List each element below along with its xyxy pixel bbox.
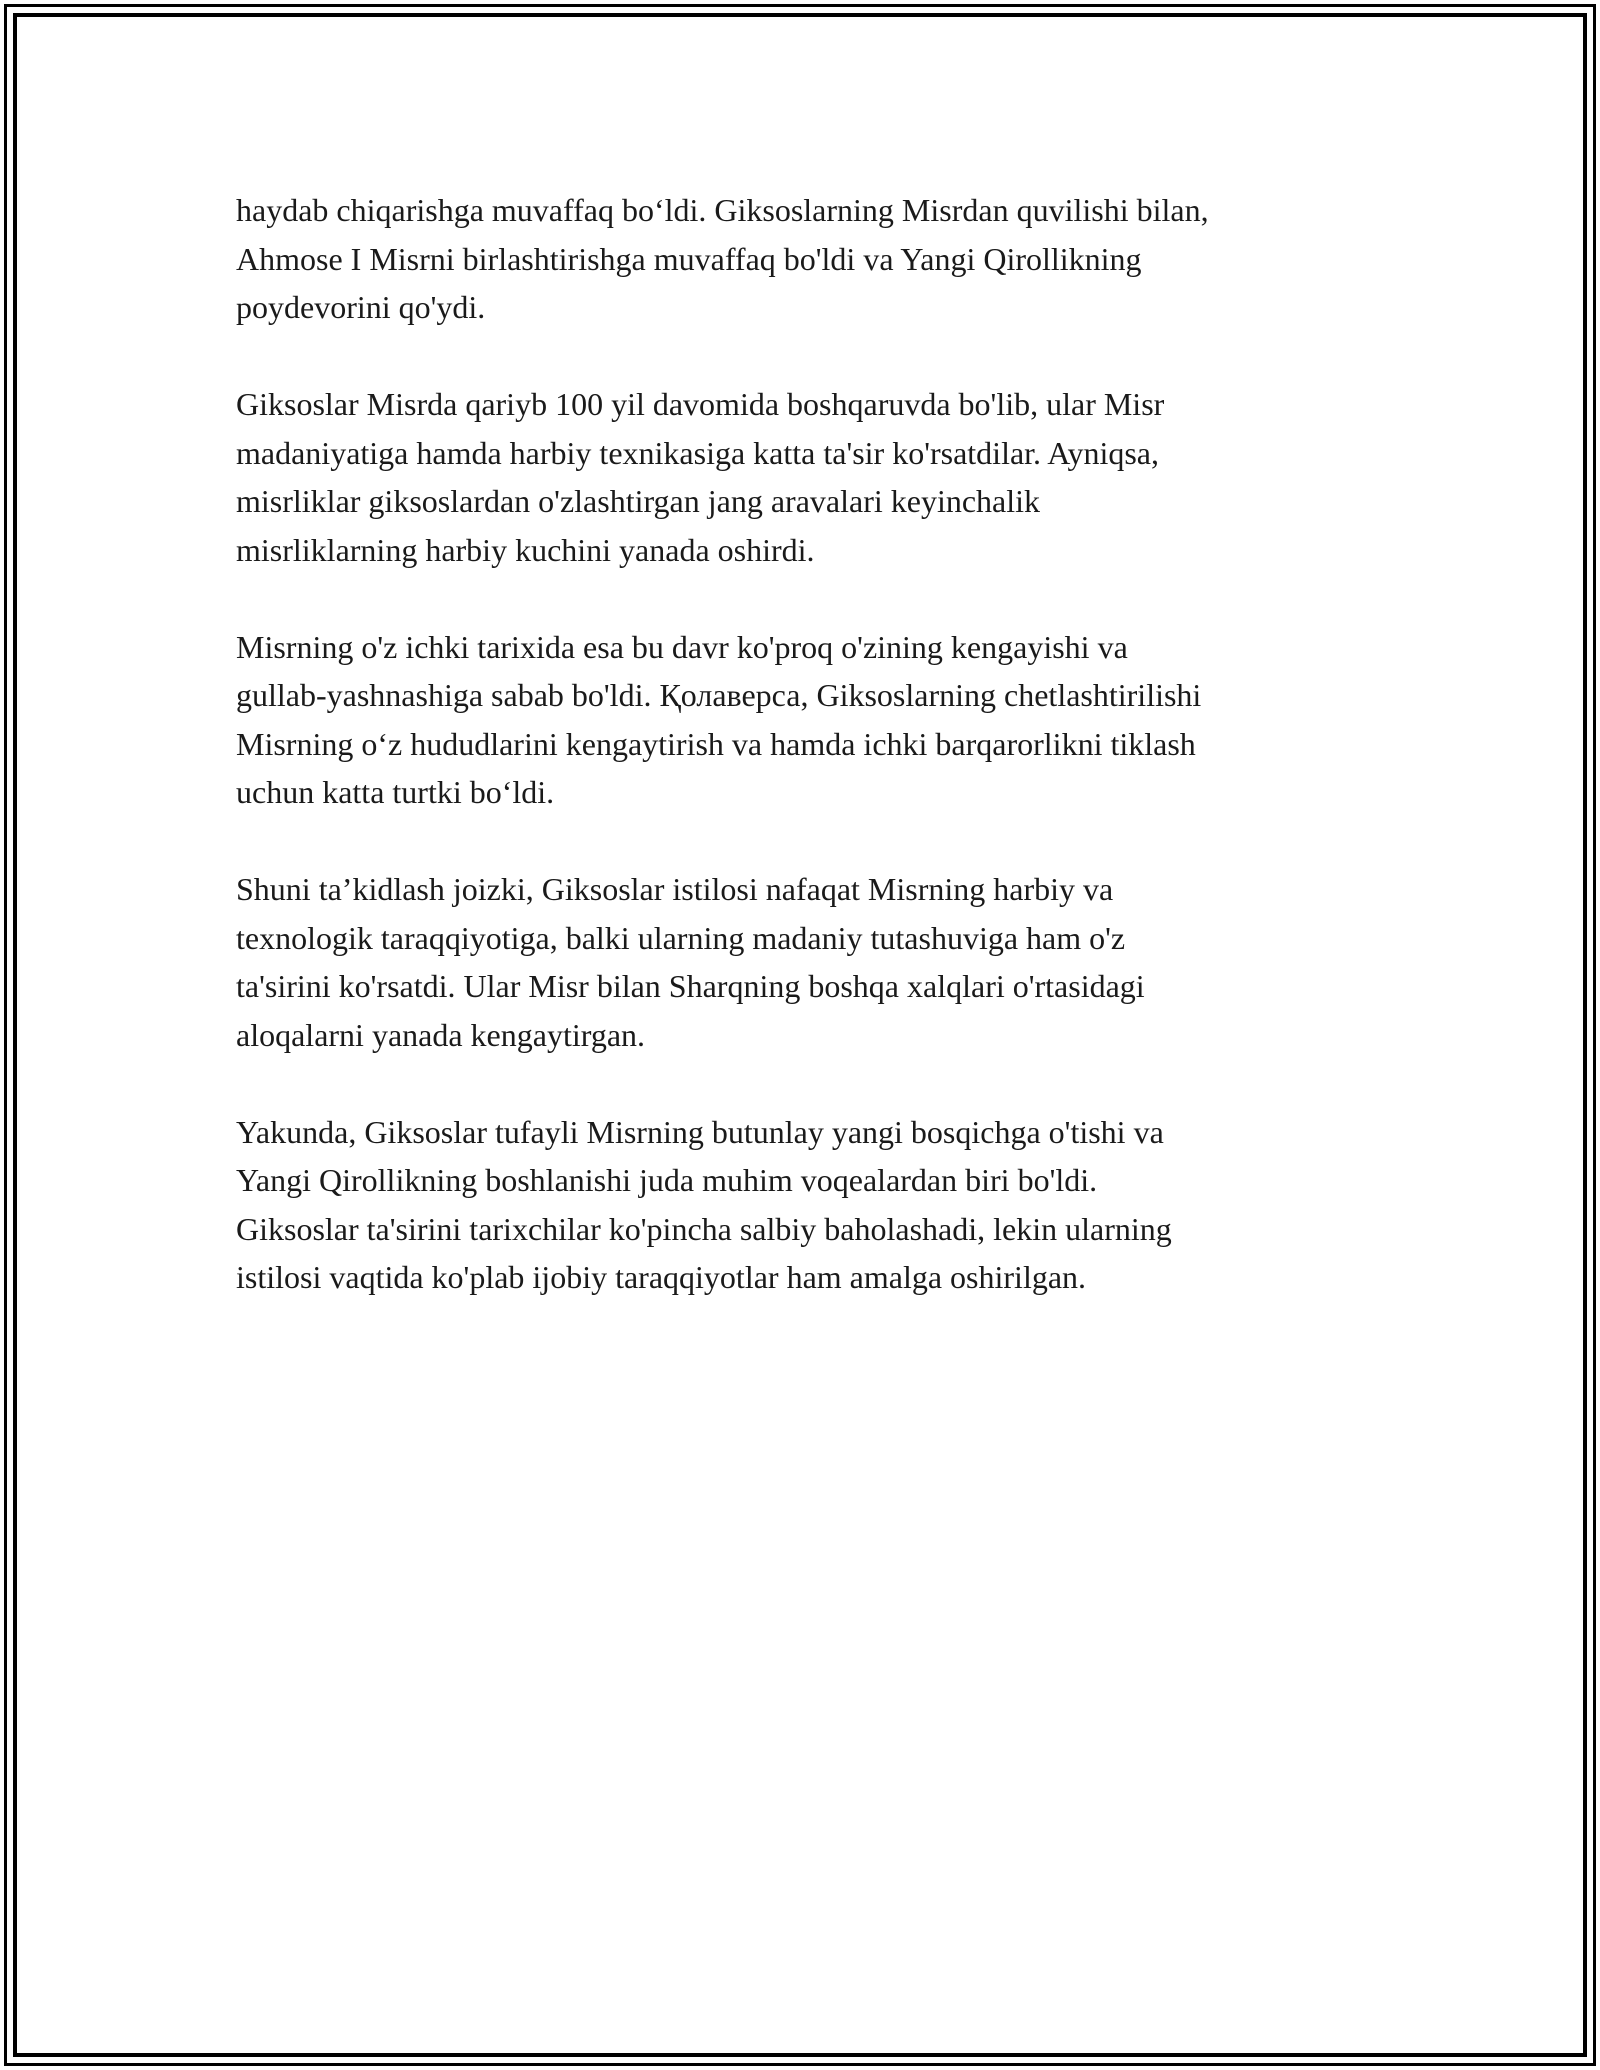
text-line: misrliklar giksoslardan o'zlashtirgan jang aravalari keyinchalik xyxy=(236,483,1041,519)
text-line: gullab-yashnashiga sabab bo'ldi. Қолаверса, Giksoslarning chetlashtirilishi xyxy=(236,677,1202,713)
text-line: Giksoslar ta'sirini tarixchilar ko'pincha salbiy baholashadi, lekin ularning xyxy=(236,1210,1172,1247)
document-body xyxy=(236,186,1366,1350)
paragraph-2 xyxy=(236,380,1366,574)
text-line: Misrning o'z ichki tarixida esa bu davr ko'proq o'zining kengayishi va xyxy=(236,628,1128,665)
paragraph-5 xyxy=(236,1108,1366,1302)
text-line: aloqalarni yanada kengaytirgan. xyxy=(236,1016,646,1053)
text-line: Ahmose I Misrni birlashtirishga muvaffaq bo'ldi va Yangi Qirollikning xyxy=(236,240,1142,277)
text-line: madaniyatiga hamda harbiy texnikasiga katta ta'sir ko'rsatdilar. Ayniqsa, xyxy=(236,434,1159,471)
text-line: texnologik taraqqiyotiga, balki ularning madaniy tutashuviga ham o'z xyxy=(236,919,1126,956)
paragraph-1 xyxy=(236,186,1366,332)
text-line: Yangi Qirollikning boshlanishi juda muhim voqealardan biri bo'ldi. xyxy=(236,1162,1098,1198)
text-line: Shuni ta’kidlash joizki, Giksoslar istilosi nafaqat Misrning harbiy va xyxy=(236,871,1114,907)
text-line: Misrning o‘z hududlarini kengaytirish va hamda ichki barqarorlikni tiklash xyxy=(236,725,1196,762)
paragraph-4 xyxy=(236,865,1366,1059)
text-line: haydab chiqarishga muvaffaq bo‘ldi. Giksoslarning Misrdan quvilishi bilan, xyxy=(236,192,1209,228)
paragraph-3 xyxy=(236,623,1366,817)
text-line: ta'sirini ko'rsatdi. Ular Misr bilan Sharqning boshqa xalqlari o'rtasidagi xyxy=(236,968,1145,1004)
text-line: misrliklarning harbiy kuchini yanada oshirdi. xyxy=(236,531,815,568)
text-line: Yakunda, Giksoslar tufayli Misrning butunlay yangi bosqichga o'tishi va xyxy=(236,1113,1164,1150)
text-line: poydevorini qo'ydi. xyxy=(236,289,486,325)
text-line: Giksoslar Misrda qariyb 100 yil davomida boshqaruvda bo'lib, ular Misr xyxy=(236,386,1165,422)
text-line: uchun katta turtki bo‘ldi. xyxy=(236,774,555,810)
text-line: istilosi vaqtida ko'plab ijobiy taraqqiyotlar ham amalga oshirilgan. xyxy=(236,1259,1087,1295)
